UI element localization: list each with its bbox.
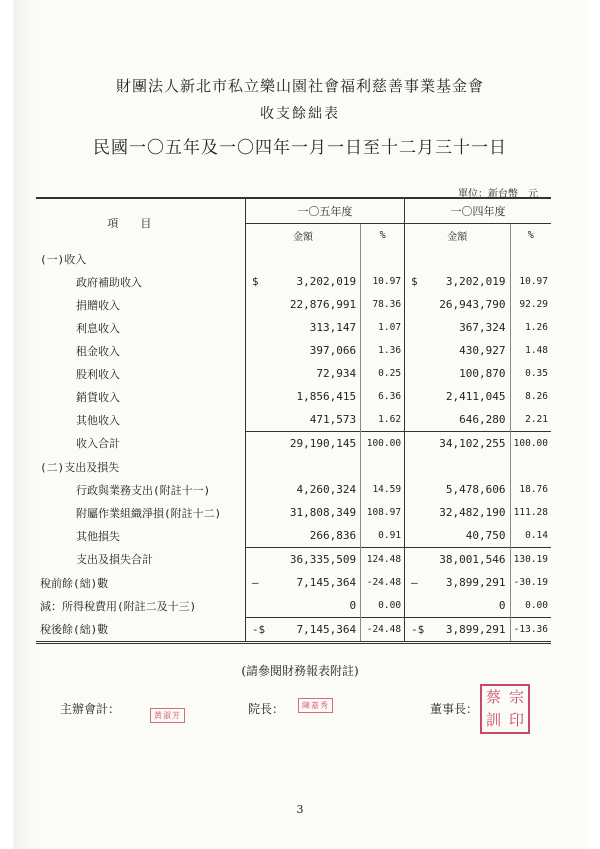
statement-period: 民國一〇五年及一〇四年一月一日至十二月三十一日	[93, 138, 507, 158]
current-currency-symbol	[245, 339, 265, 362]
prior-percent: 18.76	[519, 484, 548, 495]
prior-percent: 100.00	[510, 432, 551, 456]
table-row	[36, 478, 551, 501]
current-amount: 7,145,364	[265, 618, 361, 643]
currency-unit: 單位：新台幣 元	[458, 189, 538, 200]
prior-currency-symbol: -$	[405, 618, 425, 643]
chairman-label: 董事長：	[430, 702, 479, 716]
current-currency-symbol	[245, 362, 265, 385]
table-row	[36, 316, 551, 339]
current-percent: 1.07	[361, 316, 405, 339]
current-amount: 1,856,415	[265, 385, 361, 408]
prior-amount: 0	[424, 594, 510, 618]
prior-currency-symbol	[405, 548, 425, 572]
page-number: 3	[296, 803, 304, 816]
current-currency-symbol	[245, 594, 265, 618]
prior-currency-symbol	[405, 478, 425, 501]
table-row	[36, 385, 551, 408]
current-currency-symbol	[245, 524, 265, 548]
current-currency-symbol	[245, 432, 265, 456]
current-currency-symbol	[245, 385, 265, 408]
prior-percent: 92.29	[519, 299, 548, 310]
accountant-stamp: 黃淑芳	[150, 708, 185, 723]
item-column-header: 項目	[36, 198, 245, 247]
prior-amount: 3,899,291	[424, 618, 510, 643]
current-currency-symbol: -$	[245, 618, 265, 643]
prior-year-header: 一〇四年度	[405, 198, 551, 224]
current-amount: 31,808,349	[265, 501, 361, 524]
org-name: 財團法人新北市私立樂山園社會福利慈善事業基金會	[115, 77, 484, 95]
current-amount: 0	[265, 594, 361, 618]
prior-currency-symbol	[405, 385, 425, 408]
prior-currency-symbol	[405, 408, 425, 432]
prior-amount: 32,482,190	[424, 501, 510, 524]
current-currency-symbol: $	[251, 275, 259, 288]
empty-cell	[510, 247, 551, 270]
prior-percent: 1.48	[525, 345, 548, 356]
prior-amount: 26,943,790	[424, 293, 510, 316]
prior-currency-symbol	[405, 293, 425, 316]
current-percent: 100.00	[361, 432, 405, 456]
current-percent: 1.62	[361, 408, 405, 432]
prior-currency-symbol: $	[411, 275, 418, 288]
prior-amount: 430,927	[424, 339, 510, 362]
current-amount: 29,190,145	[265, 432, 361, 456]
current-currency-symbol	[245, 408, 265, 432]
prior-pct-header: %	[527, 230, 534, 241]
director-label: 院長：	[248, 702, 285, 716]
current-amount: 7,145,364	[265, 571, 361, 594]
prior-amount: 3,899,291	[424, 571, 510, 594]
current-currency-symbol: –	[251, 576, 259, 589]
prior-amount-header: 金額	[405, 224, 510, 248]
row-label: 捐贈收入	[36, 293, 245, 316]
table-row	[36, 455, 551, 478]
prior-percent: 2.21	[525, 414, 548, 425]
row-label: 利息收入	[36, 316, 245, 339]
table-row	[36, 408, 551, 432]
prior-currency-symbol	[405, 316, 425, 339]
row-label: (一)收入	[36, 247, 245, 270]
prior-percent: -30.19	[513, 577, 548, 588]
prior-currency-symbol	[405, 432, 425, 456]
prior-percent: 1.26	[525, 322, 548, 333]
empty-cell	[245, 247, 265, 270]
empty-cell	[405, 455, 425, 478]
empty-cell	[424, 247, 510, 270]
current-currency-symbol	[245, 316, 265, 339]
row-label: 支出及損失合計	[36, 548, 245, 572]
current-percent: 14.59	[361, 478, 405, 501]
current-amount: 266,836	[265, 524, 361, 548]
current-currency-symbol	[245, 478, 265, 501]
prior-amount: 38,001,546	[424, 548, 510, 572]
current-currency-symbol	[245, 501, 265, 524]
table-row	[36, 293, 551, 316]
current-percent: 108.97	[361, 501, 405, 524]
prior-percent: 8.26	[525, 391, 548, 402]
prior-currency-symbol	[405, 594, 425, 618]
current-percent: 0.91	[361, 524, 405, 548]
current-percent: 78.36	[361, 293, 405, 316]
prior-amount: 34,102,255	[424, 432, 510, 456]
director-stamp: 陳嘉秀	[298, 698, 333, 713]
current-percent: 1.36	[361, 339, 405, 362]
row-label: 附屬作業組織淨損(附註十二)	[36, 501, 245, 524]
row-label: 其他損失	[36, 524, 245, 548]
current-amount: 4,260,324	[265, 478, 361, 501]
current-amount: 313,147	[265, 316, 361, 339]
empty-cell	[361, 247, 405, 270]
table-row	[36, 270, 551, 293]
table-row	[36, 501, 551, 524]
row-label: (二)支出及損失	[36, 455, 245, 478]
current-amount: 471,573	[265, 408, 361, 432]
current-percent: -24.48	[361, 571, 405, 594]
row-label: 租金收入	[36, 339, 245, 362]
empty-cell	[265, 247, 361, 270]
prior-percent: 130.19	[510, 548, 551, 572]
table-row	[36, 339, 551, 362]
current-percent: 10.97	[361, 270, 405, 293]
current-amount: 3,202,019	[265, 270, 361, 293]
income-statement-table	[36, 197, 551, 644]
prior-percent: 0.00	[525, 600, 548, 611]
prior-percent: 10.97	[519, 276, 548, 287]
prior-amount: 3,202,019	[424, 270, 510, 293]
accountant-label: 主辦會計：	[60, 702, 121, 716]
empty-cell	[405, 247, 425, 270]
table-row	[36, 548, 551, 572]
row-label: 收入合計	[36, 432, 245, 456]
current-pct-header: %	[361, 224, 405, 248]
empty-cell	[424, 455, 510, 478]
current-percent: 0.00	[361, 594, 405, 618]
current-amount: 397,066	[265, 339, 361, 362]
row-label: 稅前餘(絀)數	[36, 571, 245, 594]
table-row	[36, 618, 551, 643]
prior-percent: 111.28	[513, 507, 548, 518]
row-label: 銷貨收入	[36, 385, 245, 408]
current-amount: 72,934	[265, 362, 361, 385]
current-amount: 22,876,991	[265, 293, 361, 316]
binding-edge	[14, 0, 36, 849]
current-percent: 124.48	[361, 548, 405, 572]
prior-currency-symbol	[405, 524, 425, 548]
table-row	[36, 247, 551, 270]
prior-amount: 40,750	[424, 524, 510, 548]
chairman-seal: 蔡 宗 訓 印	[480, 684, 530, 734]
row-label: 行政與業務支出(附註十一)	[36, 478, 245, 501]
empty-cell	[245, 455, 265, 478]
current-year-header: 一〇五年度	[245, 198, 404, 224]
table-row	[36, 362, 551, 385]
current-currency-symbol	[245, 548, 265, 572]
notes-reference: (請參閱財務報表附註)	[241, 664, 359, 678]
prior-amount: 100,870	[424, 362, 510, 385]
statement-title: 收支餘絀表	[260, 106, 340, 122]
prior-amount: 2,411,045	[424, 385, 510, 408]
current-percent: 0.25	[361, 362, 405, 385]
current-amount-header: 金額	[245, 224, 360, 248]
table-row	[36, 571, 551, 594]
prior-amount: 646,280	[424, 408, 510, 432]
prior-currency-symbol: –	[411, 576, 418, 589]
row-label: 股利收入	[36, 362, 245, 385]
empty-cell	[265, 455, 361, 478]
prior-percent: 0.14	[525, 530, 548, 541]
prior-currency-symbol	[405, 501, 425, 524]
prior-currency-symbol	[405, 362, 425, 385]
current-currency-symbol	[245, 293, 265, 316]
prior-percent: -13.36	[510, 618, 551, 643]
current-amount: 36,335,509	[265, 548, 361, 572]
row-label: 其他收入	[36, 408, 245, 432]
table-row	[36, 594, 551, 618]
current-percent: 6.36	[361, 385, 405, 408]
row-label: 稅後餘(絀)數	[36, 618, 245, 643]
prior-amount: 367,324	[424, 316, 510, 339]
prior-amount: 5,478,606	[424, 478, 510, 501]
current-percent: -24.48	[361, 618, 405, 643]
row-label: 政府補助收入	[36, 270, 245, 293]
table-row	[36, 432, 551, 456]
table-row	[36, 524, 551, 548]
prior-percent: 0.35	[525, 368, 548, 379]
prior-currency-symbol	[405, 339, 425, 362]
row-label: 減：所得稅費用(附註二及十三)	[36, 594, 245, 618]
empty-cell	[361, 455, 405, 478]
empty-cell	[510, 455, 551, 478]
